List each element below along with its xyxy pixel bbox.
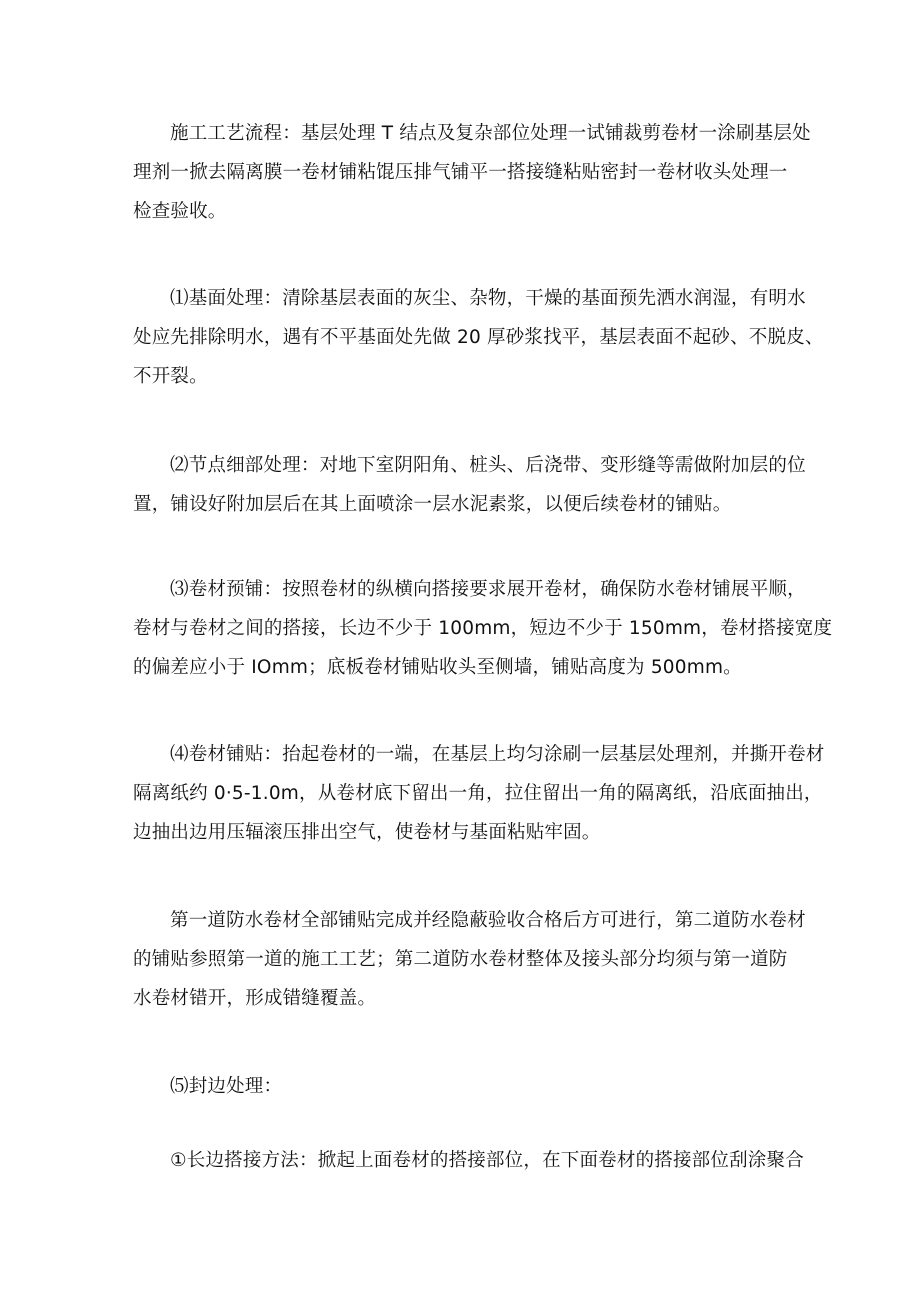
paragraph-line: ①长边搭接方法：掀起上面卷材的搭接部位，在下面卷材的搭接部位刮涂聚合 <box>170 1150 804 1171</box>
paragraph-base-treatment <box>133 279 824 396</box>
paragraph-line: ⑸封边处理： <box>170 1076 283 1097</box>
paragraph-laying <box>133 735 825 852</box>
paragraph-long-edge-lap <box>133 1141 804 1180</box>
paragraph-line: 边抽出边用压辐滚压排出空气，使卷材与基面粘贴牢固。 <box>133 822 601 843</box>
paragraph-line: ⑷卷材铺贴：抬起卷材的一端，在基层上均匀涂刷一层基层处理剂，并撕开卷材 <box>170 744 825 765</box>
paragraph-line: 检查验收。 <box>133 201 227 222</box>
paragraph-edge-sealing <box>133 1067 793 1106</box>
paragraph-line: 施工工艺流程：基层处理 T 结点及复杂部位处理一试铺裁剪卷材一涂刷基层处 <box>170 123 811 144</box>
paragraph-line: 卷材与卷材之间的搭接，长边不少于 100mm，短边不少于 150mm，卷材搭接宽度 <box>133 618 833 639</box>
paragraph-line: 水卷材错开，形成错缝覆盖。 <box>133 988 377 1009</box>
paragraph-line: 置，铺设好附加层后在其上面喷涂一层水泥素浆，以便后续卷材的铺贴。 <box>133 494 732 515</box>
paragraph-line: 隔离纸约 0·5-1.0m，从卷材底下留出一角，拉住留出一角的隔离纸，沿底面抽出， <box>133 783 823 804</box>
paragraph-line: ⑵节点细部处理：对地下室阴阳角、桩头、后浇带、变形缝等需做附加层的位 <box>170 455 806 476</box>
paragraph-second-layer <box>133 901 806 1018</box>
paragraph-node-detail <box>133 446 806 524</box>
paragraph-line: 的铺贴参照第一道的施工工艺；第二道防水卷材整体及接头部分均须与第一道防 <box>133 949 788 970</box>
paragraph-process-flow <box>133 114 811 231</box>
paragraph-pre-laying <box>133 570 833 687</box>
paragraph-line: ⑶卷材预铺：按照卷材的纵横向搭接要求展开卷材，确保防水卷材铺展平顺， <box>170 579 806 600</box>
paragraph-line: 处应先排除明水，遇有不平基面处先做 20 厚砂浆找平，基层表面不起砂、不脱皮、 <box>133 327 824 348</box>
paragraph-line: 第一道防水卷材全部铺贴完成并经隐蔽验收合格后方可进行，第二道防水卷材 <box>170 910 806 931</box>
paragraph-line: 的偏差应小于 IOmm；底板卷材铺贴收头至侧墙，铺贴高度为 500mm。 <box>133 657 742 678</box>
paragraph-line: 理剂一掀去隔离膜一卷材铺粘馄压排气铺平一搭接缝粘贴密封一卷材收头处理一 <box>133 162 788 183</box>
paragraph-line: ⑴基面处理：清除基层表面的灰尘、杂物，干燥的基面预先洒水润湿，有明水 <box>170 288 806 309</box>
paragraph-line: 不开裂。 <box>133 366 208 387</box>
